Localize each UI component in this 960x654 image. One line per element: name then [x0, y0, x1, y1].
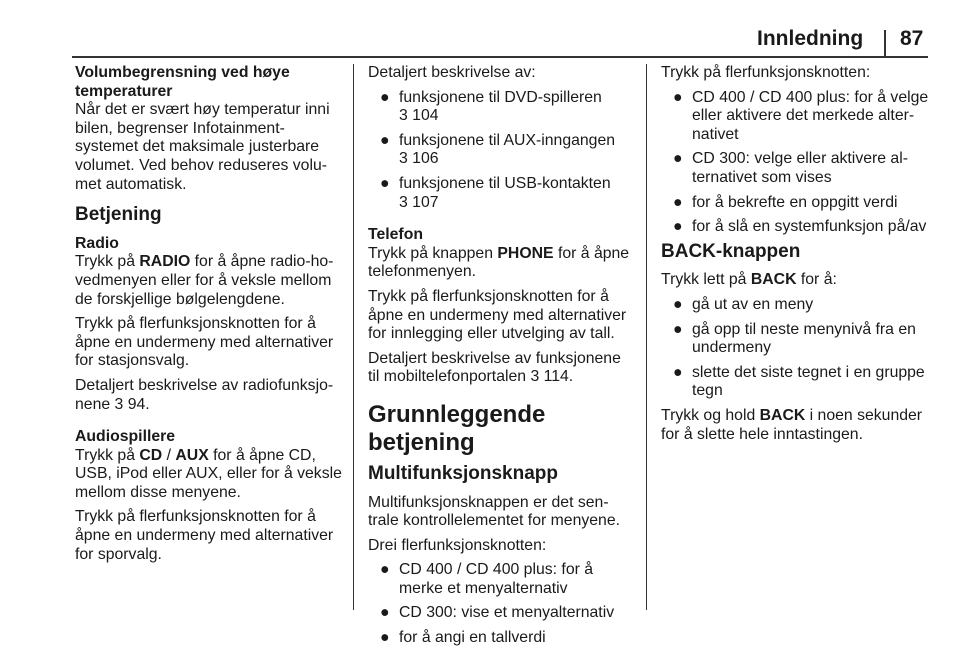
betjening-heading: Betjening	[75, 204, 162, 226]
header-rule	[72, 56, 928, 58]
text: for å slå en systemfunksjon på/av	[692, 218, 927, 236]
bullet-icon: ●	[380, 88, 390, 106]
bullet-icon: ●	[380, 561, 390, 579]
text: Trykk på	[75, 446, 140, 464]
text: for å åpne CD, USB, iPod eller AUX, eller for å veksle mellom disse menyene.	[75, 446, 342, 501]
telefon-paragraph-2: Trykk på flerfunksjonsknotten for å åpne en undermeny med alternativer for innlegging eller utvelging av tall.	[368, 287, 627, 343]
text: CD 400 / CD 400 plus: for å merke et menyalternativ	[399, 561, 594, 597]
text: funksjonene til AUX-inngangen	[399, 131, 616, 149]
list-item	[368, 561, 636, 598]
detail-intro: Detaljert beskrivelse av:	[368, 64, 536, 81]
turn-list	[368, 561, 636, 647]
text: CD 300: velge eller aktivere al-ternativet som vises	[692, 150, 908, 186]
page-reference: 3 106	[399, 150, 439, 168]
telefon-heading: Telefon	[368, 226, 423, 244]
text: Trykk og hold	[661, 406, 760, 424]
radio-paragraph-3	[75, 377, 343, 414]
list-item	[368, 89, 636, 126]
header-separator	[884, 30, 886, 57]
multifunction-heading: Multifunksjonsknapp	[368, 462, 558, 484]
back-key: BACK	[759, 406, 806, 424]
bullet-icon: ●	[380, 131, 390, 149]
audio-paragraph-2: Trykk på flerfunksjonsknotten for å åpne en undermeny med alternativer for sporvalg.	[75, 508, 334, 563]
list-item	[661, 150, 931, 187]
list-item	[368, 132, 636, 169]
page-reference: 3 94.	[114, 395, 150, 413]
bullet-icon: ●	[380, 629, 390, 647]
column-3	[661, 64, 931, 450]
bullet-icon: ●	[673, 363, 683, 381]
list-item	[661, 218, 931, 237]
audio-heading: Audiospillere	[75, 428, 176, 446]
text: Detaljert beskrivelse av funksjonene til mobiltelefonportalen	[368, 349, 621, 386]
list-item	[661, 194, 931, 213]
press-intro: Trykk på flerfunksjonsknotten:	[661, 64, 871, 81]
text: Trykk på	[75, 253, 140, 271]
text: funksjonene til DVD-spilleren	[399, 88, 602, 106]
text: for å angi en tallverdi	[399, 629, 546, 647]
text: CD 300: vise et menyalternativ	[399, 604, 615, 622]
text: for å bekrefte en oppgitt verdi	[692, 193, 898, 211]
hold-paragraph	[661, 407, 931, 444]
column-divider-1	[353, 64, 354, 610]
phone-key: PHONE	[497, 244, 554, 262]
list-item	[661, 321, 931, 358]
back-intro	[661, 271, 931, 290]
radio-heading: Radio	[75, 234, 119, 252]
text: Trykk lett på	[661, 271, 751, 289]
text: for å:	[796, 271, 837, 289]
column-divider-2	[646, 64, 647, 610]
text: for å åpne telefonmenyen.	[368, 244, 630, 281]
back-key: BACK	[750, 271, 797, 289]
text: /	[162, 446, 176, 464]
text: Trykk på knappen	[368, 244, 498, 262]
list-item	[661, 89, 931, 145]
list-item	[368, 175, 636, 212]
column-1	[75, 64, 343, 570]
bullet-icon: ●	[673, 193, 683, 211]
turn-intro: Drei flerfunksjonsknotten:	[368, 536, 547, 554]
radio-paragraph-1	[75, 253, 343, 309]
bullet-icon: ●	[673, 218, 683, 236]
text: gå ut av en meny	[692, 295, 814, 313]
header-title: Innledning	[757, 27, 864, 50]
radio-key: RADIO	[139, 253, 191, 271]
volume-limit-heading: Volumbegrensning ved høye temperaturer	[75, 64, 290, 100]
radio-paragraph-2: Trykk på flerfunksjonsknotten for å åpne en undermeny med alternativer for stasjonsvalg.	[75, 315, 334, 370]
press-list	[661, 89, 931, 237]
column-2	[368, 64, 636, 654]
list-item	[368, 604, 636, 623]
audio-paragraph-1	[75, 447, 343, 503]
telefon-paragraph-3	[368, 350, 636, 387]
list-item	[661, 364, 931, 401]
bullet-icon: ●	[673, 150, 683, 168]
text: Detaljert beskrivelse av radiofunksjo-nene	[75, 376, 334, 413]
section-heading: Grunnleggende betjening	[368, 400, 546, 456]
list-item	[368, 629, 636, 648]
text: for å åpne radio-ho-vedmenyen eller for å veksle mellom de forskjellige bølgelengdene.	[75, 253, 334, 308]
page-reference: 3 107	[399, 193, 439, 211]
text: i noen sekunder for å slette hele inntastingen.	[661, 406, 923, 443]
text: CD 400 / CD 400 plus: for å velge eller aktivere det merkede alter-nativet	[692, 88, 929, 143]
volume-limit-text: Når det er svært høy temperatur inni bilen, begrenser Infotainment-systemet det maksimale justerbare volumet. Ved behov reduseres volu-met automatisk.	[75, 101, 330, 193]
page-header	[0, 0, 960, 58]
back-heading: BACK-knappen	[661, 240, 801, 262]
bullet-icon: ●	[380, 604, 390, 622]
bullet-icon: ●	[380, 174, 390, 192]
page-number: 87	[900, 27, 924, 50]
detail-list	[368, 89, 636, 213]
telefon-paragraph-1	[368, 245, 636, 282]
text: slette det siste tegnet i en gruppe tegn	[692, 363, 925, 400]
multifunction-paragraph: Multifunksjonsknappen er det sen-trale kontrollelementet for menyene.	[368, 493, 621, 530]
page-reference: 3 114.	[530, 368, 574, 386]
page-reference: 3 104	[399, 107, 439, 125]
bullet-icon: ●	[673, 295, 683, 313]
back-list	[661, 296, 931, 401]
list-item	[661, 296, 931, 315]
aux-key: AUX	[175, 446, 209, 464]
bullet-icon: ●	[673, 320, 683, 338]
text: funksjonene til USB-kontakten	[399, 174, 611, 192]
text: gå opp til neste menynivå fra en undermeny	[692, 320, 916, 357]
bullet-icon: ●	[673, 88, 683, 106]
cd-key: CD	[139, 446, 163, 464]
